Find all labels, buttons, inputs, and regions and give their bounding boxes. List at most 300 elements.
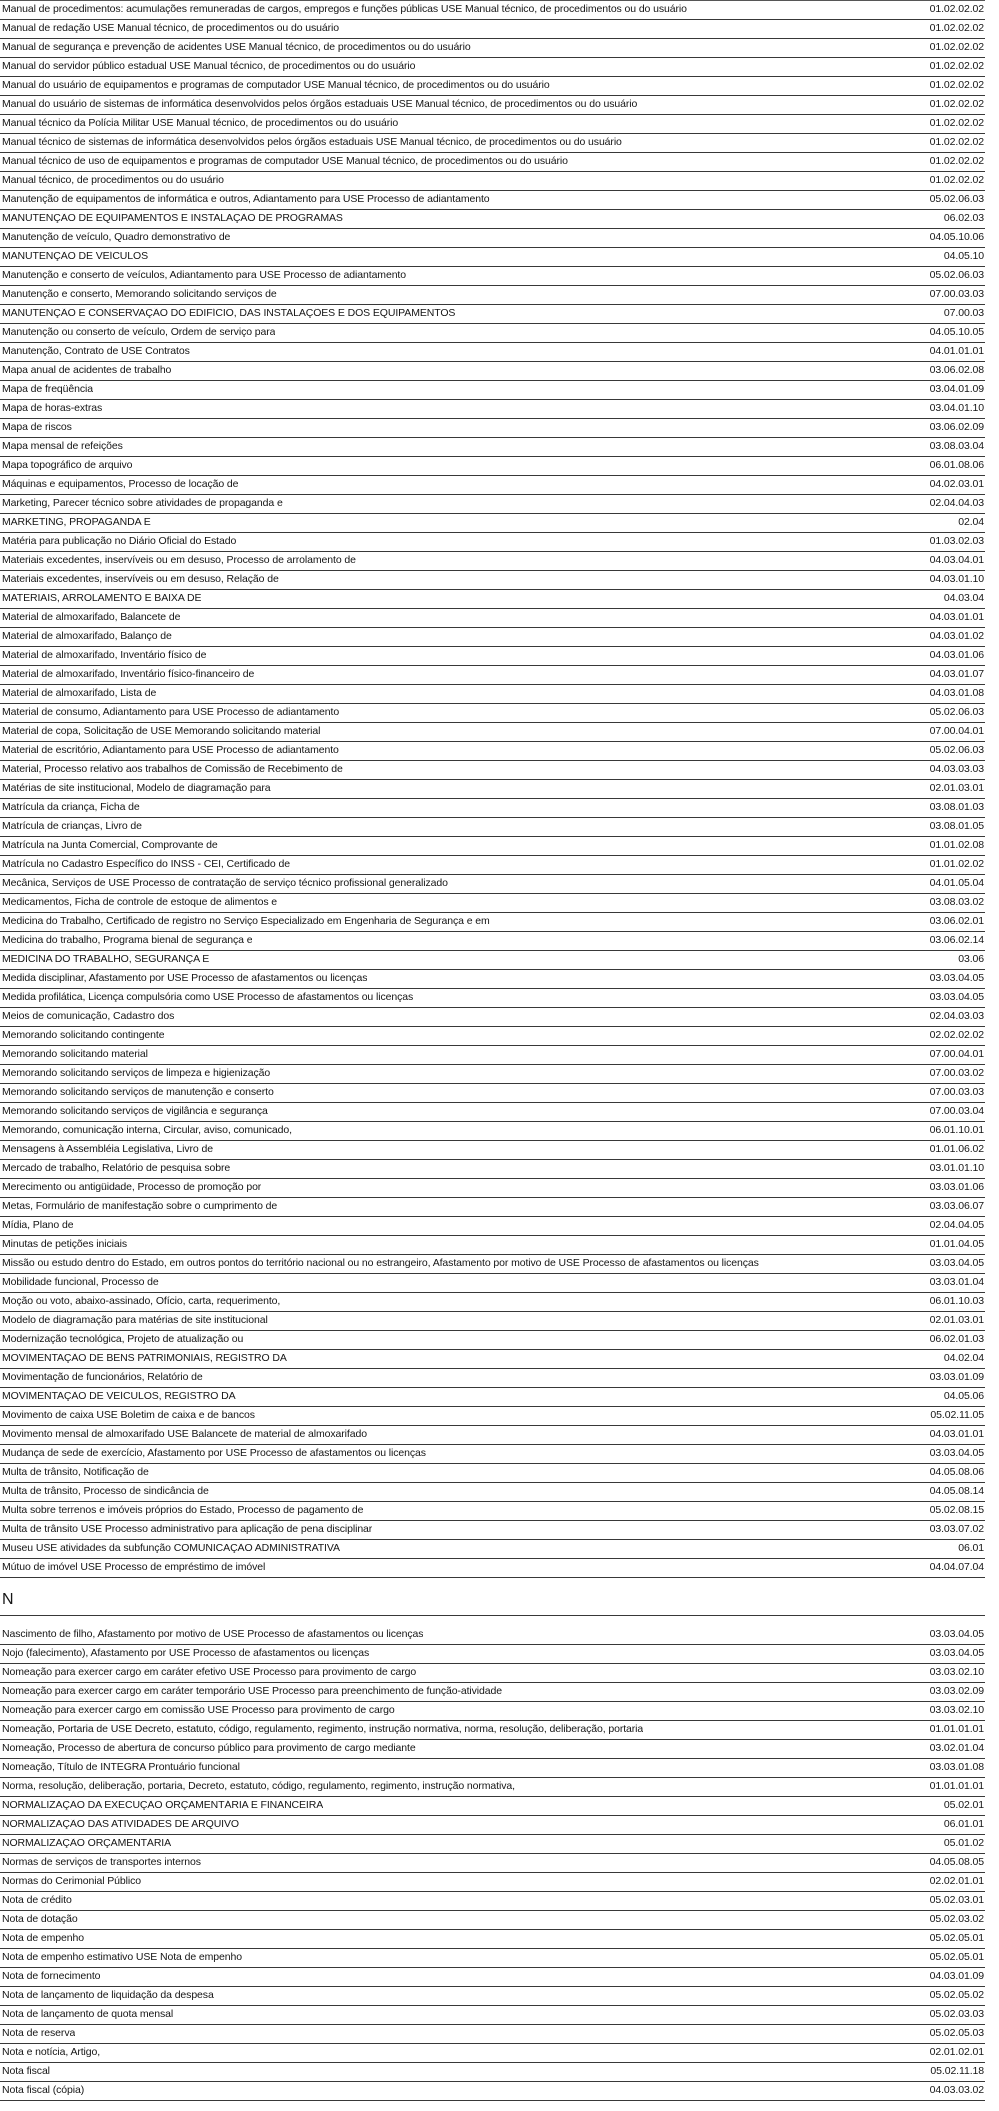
entry-term: Meios de comunicação, Cadastro dos (2, 1011, 175, 1022)
entry-code: 03.03.04.05 (929, 1628, 984, 1640)
entry-code: 03.08.01.03 (929, 801, 984, 813)
entry-term: Memorando solicitando serviços de manutenção e conserto (2, 1087, 274, 1098)
index-row (0, 495, 985, 514)
entry-code: 04.03.04 (943, 592, 984, 604)
index-row (0, 628, 985, 647)
entry-term: MOVIMENTAÇÃO DE BENS PATRIMONIAIS, REGISTRO DA (2, 1353, 287, 1364)
entry-term: Manutenção de veículo, Quadro demonstrativo de (2, 232, 231, 243)
index-row-category (0, 210, 985, 229)
entry-code: 03.03.04.05 (929, 972, 984, 984)
entry-code: 02.02.02.02 (929, 1029, 984, 1041)
entry-term: Mudança de sede de exercício, Afastamento por USE Processo de afastamentos ou licenças (2, 1448, 426, 1459)
entry-term: Movimentação de funcionários, Relatório de (2, 1372, 203, 1383)
index-row-category (0, 1797, 985, 1816)
entry-term: MATERIAIS, ARROLAMENTO E BAIXA DE (2, 593, 202, 604)
entry-term: Materiais excedentes, inservíveis ou em desuso, Relação de (2, 574, 279, 585)
entry-term: Mercado de trabalho, Relatório de pesquisa sobre (2, 1163, 231, 1174)
entry-code: 04.05.10.05 (929, 326, 984, 338)
index-row-category (0, 514, 985, 533)
index-row (0, 1483, 985, 1502)
entry-term: Matrícula de crianças, Livro de (2, 821, 142, 832)
entry-term: Medicamentos, Ficha de controle de estoque de alimentos e (2, 897, 278, 908)
index-row (0, 96, 985, 115)
index-row (0, 533, 985, 552)
entry-code: 02.04.04.03 (929, 497, 984, 509)
entry-term: Modernização tecnológica, Projeto de atualização ou (2, 1334, 244, 1345)
index-row (0, 1626, 985, 1645)
entry-code: 04.03.01.08 (929, 687, 984, 699)
entry-code: 03.03.01.06 (929, 1181, 984, 1193)
entry-term: Multa de trânsito USE Processo administrativo para aplicação de pena disciplinar (2, 1524, 373, 1535)
entry-code: 03.04.01.09 (929, 383, 984, 395)
index-row (0, 571, 985, 590)
entry-code: 03.03.04.05 (929, 991, 984, 1003)
index-row (0, 1160, 985, 1179)
entry-term: Manual técnico, de procedimentos ou do usuário (2, 175, 224, 186)
entry-term: Nota de lançamento de liquidação da despesa (2, 1990, 214, 2001)
entry-code: 04.03.01.06 (929, 649, 984, 661)
index-row (0, 1103, 985, 1122)
entry-term: Nota de fornecimento (2, 1971, 101, 1982)
index-row (0, 666, 985, 685)
entry-code: 01.02.02.02 (929, 155, 984, 167)
index-row (0, 1217, 985, 1236)
index-row (0, 1540, 985, 1559)
entry-term: Manual técnico de uso de equipamentos e programas de computador USE Manual técnico, de procedimentos ou do usuário (2, 156, 568, 167)
entry-code: 06.01.01 (943, 1818, 984, 1830)
entry-term: Memorando solicitando serviços de limpeza e higienização (2, 1068, 271, 1079)
entry-term: Nomeação para exercer cargo em caráter efetivo USE Processo para provimento de cargo (2, 1667, 417, 1678)
index-row (0, 1559, 985, 1578)
entry-code: 03.03.04.05 (929, 1257, 984, 1269)
entry-term: Marketing, Parecer técnico sobre atividades de propaganda e (2, 498, 283, 509)
entry-term: Multa de trânsito, Notificação de (2, 1467, 149, 1478)
index-row-category (0, 590, 985, 609)
entry-code: 04.03.01.07 (929, 668, 984, 680)
entry-term: Matrícula no Cadastro Específico do INSS - CEI, Certificado de (2, 859, 290, 870)
index-row (0, 172, 985, 191)
entry-code: 03.06.02.09 (929, 421, 984, 433)
entry-code: 05.02.03.02 (929, 1913, 984, 1925)
index-row (0, 20, 985, 39)
index-row (0, 1065, 985, 1084)
entry-code: 05.02.05.01 (929, 1951, 984, 1963)
index-row (0, 1464, 985, 1483)
entry-term: Nomeação para exercer cargo em comissão USE Processo para provimento de cargo (2, 1705, 395, 1716)
entry-term: MANUTENÇÃO E CONSERVAÇÃO DO EDIFÍCIO, DAS INSTALAÇÕES E DOS EQUIPAMENTOS (2, 308, 456, 319)
index-row (0, 1502, 985, 1521)
entry-term: Manual técnico da Polícia Militar USE Manual técnico, de procedimentos ou do usuário (2, 118, 399, 129)
entry-term: Movimento de caixa USE Boletim de caixa e de bancos (2, 1410, 255, 1421)
entry-code: 01.01.04.05 (929, 1238, 984, 1250)
entry-term: Matrícula da criança, Ficha de (2, 802, 140, 813)
entry-term: Mapa de freqüência (2, 384, 94, 395)
index-row-category (0, 1835, 985, 1854)
entry-code: 04.04.07.04 (929, 1561, 984, 1573)
entry-code: 04.05.06 (943, 1390, 984, 1402)
entry-term: Mecânica, Serviços de USE Processo de contratação de serviço técnico profissional generalizado (2, 878, 448, 889)
entry-term: Memorando solicitando serviços de vigilância e segurança (2, 1106, 268, 1117)
entry-term: Material de escritório, Adiantamento para USE Processo de adiantamento (2, 745, 339, 756)
entry-code: 03.08.03.02 (929, 896, 984, 908)
index-row (0, 1854, 985, 1873)
entry-term: Nascimento de filho, Afastamento por motivo de USE Processo de afastamentos ou licenças (2, 1629, 424, 1640)
index-row (0, 1426, 985, 1445)
entry-term: Nota fiscal (cópia) (2, 2085, 85, 2096)
entry-code: 05.02.05.02 (929, 1989, 984, 2001)
index-row (0, 191, 985, 210)
entry-term: Matérias de site institucional, Modelo de diagramação para (2, 783, 271, 794)
index-row (0, 932, 985, 951)
entry-code: 04.03.04.01 (929, 554, 984, 566)
entry-term: MANUTENÇÃO DE EQUIPAMENTOS E INSTALAÇÃO DE PROGRAMAS (2, 213, 343, 224)
index-row (0, 875, 985, 894)
entry-term: Matéria para publicação no Diário Oficial do Estado (2, 536, 237, 547)
entry-code: 04.03.03.03 (929, 763, 984, 775)
index-row (0, 362, 985, 381)
index-row (0, 2063, 985, 2082)
index-row (0, 989, 985, 1008)
entry-term: Merecimento ou antigüidade, Processo de promoção por (2, 1182, 262, 1193)
index-row (0, 1027, 985, 1046)
entry-term: Nota de dotação (2, 1914, 78, 1925)
index-row (0, 1445, 985, 1464)
entry-code: 02.01.03.01 (929, 782, 984, 794)
entry-term: Mútuo de imóvel USE Processo de empréstimo de imóvel (2, 1562, 266, 1573)
index-row (0, 1179, 985, 1198)
entry-term: NORMALIZAÇÃO DA EXECUÇÃO ORÇAMENTÁRIA E FINANCEIRA (2, 1800, 324, 1811)
entry-term: Materiais excedentes, inservíveis ou em desuso, Processo de arrolamento de (2, 555, 356, 566)
entry-code: 03.03.01.08 (929, 1761, 984, 1773)
entry-code: 04.02.03.01 (929, 478, 984, 490)
entry-code: 06.01.10.03 (929, 1295, 984, 1307)
index-row (0, 913, 985, 932)
index-row (0, 2044, 985, 2063)
entry-code: 07.00.03 (943, 307, 984, 319)
index-row (0, 134, 985, 153)
entry-code: 01.02.02.02 (929, 98, 984, 110)
entry-term: Material de almoxarifado, Lista de (2, 688, 157, 699)
entry-term: Material de almoxarifado, Inventário físico-financeiro de (2, 669, 255, 680)
entry-code: 04.05.10 (943, 250, 984, 262)
index-row (0, 761, 985, 780)
index-row (0, 1521, 985, 1540)
entry-code: 03.03.01.09 (929, 1371, 984, 1383)
entry-code: 04.05.08.06 (929, 1466, 984, 1478)
index-row (0, 609, 985, 628)
entry-term: Material, Processo relativo aos trabalhos de Comissão de Recebimento de (2, 764, 343, 775)
entry-code: 03.02.01.04 (929, 1742, 984, 1754)
entry-term: Multa de trânsito, Processo de sindicância de (2, 1486, 209, 1497)
index-row (0, 1141, 985, 1160)
entry-term: Mapa anual de acidentes de trabalho (2, 365, 172, 376)
entry-code: 02.04.03.03 (929, 1010, 984, 1022)
entry-code: 03.06.02.08 (929, 364, 984, 376)
entry-code: 05.02.08.15 (929, 1504, 984, 1516)
entry-code: 05.02.06.03 (929, 744, 984, 756)
entry-code: 05.02.06.03 (929, 193, 984, 205)
entry-term: Missão ou estudo dentro do Estado, em outros pontos do território nacional ou no estrangeiro, Afastamento por motivo de USE Processo de afastamentos ou licenças (2, 1258, 759, 1269)
index-row (0, 1331, 985, 1350)
index-row (0, 1702, 985, 1721)
entry-code: 06.01 (958, 1542, 984, 1554)
entry-code: 01.02.02.02 (929, 174, 984, 186)
index-row (0, 1255, 985, 1274)
index-row (0, 77, 985, 96)
entry-code: 03.04.01.10 (929, 402, 984, 414)
entry-term: NORMALIZAÇÃO ORÇAMENTÁRIA (2, 1838, 172, 1849)
index-row (0, 1293, 985, 1312)
index-row (0, 1930, 985, 1949)
entry-code: 03.03.04.05 (929, 1647, 984, 1659)
index-row (0, 1407, 985, 1426)
entry-code: 07.00.04.01 (929, 1048, 984, 1060)
entry-code: 01.01.06.02 (929, 1143, 984, 1155)
entry-code: 02.02.01.01 (929, 1875, 984, 1887)
entry-code: 05.02.06.03 (929, 706, 984, 718)
entry-term: Modelo de diagramação para matérias de site institucional (2, 1315, 268, 1326)
index-row (0, 267, 985, 286)
index-row (0, 1645, 985, 1664)
entry-code: 07.00.03.04 (929, 1105, 984, 1117)
index-row (0, 1274, 985, 1293)
index-row (0, 723, 985, 742)
entry-term: Nomeação, Processo de abertura de concurso público para provimento de cargo mediante (2, 1743, 416, 1754)
entry-code: 05.02.06.03 (929, 269, 984, 281)
entry-code: 03.08.03.04 (929, 440, 984, 452)
entry-code: 03.08.01.05 (929, 820, 984, 832)
entry-code: 03.03.02.10 (929, 1704, 984, 1716)
index-row (0, 1968, 985, 1987)
entry-code: 01.02.02.02 (929, 41, 984, 53)
index-row (0, 1312, 985, 1331)
entry-term: Manual de segurança e prevenção de acidentes USE Manual técnico, de procedimentos ou do usuário (2, 42, 471, 53)
entry-code: 03.03.01.04 (929, 1276, 984, 1288)
entry-term: Matrícula na Junta Comercial, Comprovante de (2, 840, 218, 851)
entry-code: 04.02.04 (943, 1352, 984, 1364)
entry-term: Normas de serviços de transportes internos (2, 1857, 201, 1868)
index-row (0, 799, 985, 818)
index-row (0, 1198, 985, 1217)
entry-term: Medida profilática, Licença compulsória como USE Processo de afastamentos ou licenças (2, 992, 414, 1003)
entry-term: Manutenção de equipamentos de informática e outros, Adiantamento para USE Processo de adiantamento (2, 194, 490, 205)
entry-code: 07.00.04.01 (929, 725, 984, 737)
entry-code: 01.02.02.02 (929, 79, 984, 91)
entry-term: Manutenção ou conserto de veículo, Ordem de serviço para (2, 327, 276, 338)
entry-code: 03.06.02.14 (929, 934, 984, 946)
index-row (0, 1759, 985, 1778)
index-row (0, 704, 985, 723)
entry-term: Metas, Formulário de manifestação sobre o cumprimento de (2, 1201, 278, 1212)
index-row (0, 1046, 985, 1065)
entry-code: 01.02.02.02 (929, 117, 984, 129)
entry-term: Manutenção e conserto, Memorando solicitando serviços de (2, 289, 277, 300)
entry-code: 03.01.01.10 (929, 1162, 984, 1174)
index-row (0, 1721, 985, 1740)
entry-code: 06.01.08.06 (929, 459, 984, 471)
index-row (0, 1, 985, 20)
index-row-category (0, 1350, 985, 1369)
index-row (0, 1664, 985, 1683)
index-row (0, 837, 985, 856)
entry-code: 01.01.01.01 (929, 1780, 984, 1792)
entry-code: 06.01.10.01 (929, 1124, 984, 1136)
entry-code: 05.02.03.03 (929, 2008, 984, 2020)
entry-term: Nota de empenho estimativo USE Nota de empenho (2, 1952, 242, 1963)
entry-code: 05.02.01 (943, 1799, 984, 1811)
entry-term: MOVIMENTAÇÃO DE VEÍCULOS, REGISTRO DA (2, 1391, 236, 1402)
index-row (0, 1778, 985, 1797)
entry-term: Manual do usuário de sistemas de informática desenvolvidos pelos órgãos estaduais USE Manual técnico, de procedimentos ou do usuário (2, 99, 638, 110)
index-row (0, 647, 985, 666)
index-row (0, 742, 985, 761)
index-row (0, 1008, 985, 1027)
entry-code: 02.01.03.01 (929, 1314, 984, 1326)
entry-term: Mapa mensal de refeições (2, 441, 123, 452)
entry-term: Mapa de riscos (2, 422, 72, 433)
entry-term: Material de copa, Solicitação de USE Memorando solicitando material (2, 726, 321, 737)
entry-code: 05.02.05.03 (929, 2027, 984, 2039)
entry-code: 01.02.02.02 (929, 60, 984, 72)
entry-term: Memorando, comunicação interna, Circular, aviso, comunicado, (2, 1125, 292, 1136)
index-row-category (0, 951, 985, 970)
entry-term: Material de almoxarifado, Balancete de (2, 612, 181, 623)
entry-term: Moção ou voto, abaixo-assinado, Ofício, carta, requerimento, (2, 1296, 281, 1307)
index-row (0, 685, 985, 704)
entry-term: Máquinas e equipamentos, Processo de locação de (2, 479, 239, 490)
entry-code: 03.06.02.01 (929, 915, 984, 927)
index-row (0, 343, 985, 362)
entry-term: Mensagens à Assembléia Legislativa, Livro de (2, 1144, 213, 1155)
entry-term: Manual de redação USE Manual técnico, de procedimentos ou do usuário (2, 23, 339, 34)
entry-code: 04.03.01.01 (929, 1428, 984, 1440)
entry-code: 03.03.02.10 (929, 1666, 984, 1678)
entry-code: 07.00.03.03 (929, 288, 984, 300)
index-row (0, 1122, 985, 1141)
entry-code: 01.01.01.01 (929, 1723, 984, 1735)
entry-term: Normas do Cerimonial Público (2, 1876, 142, 1887)
index-row (0, 894, 985, 913)
entry-term: Mapa de horas-extras (2, 403, 103, 414)
entry-term: Mídia, Plano de (2, 1220, 74, 1231)
index-row (0, 39, 985, 58)
index-row (0, 457, 985, 476)
entry-code: 06.02.03 (943, 212, 984, 224)
entry-code: 03.03.06.07 (929, 1200, 984, 1212)
entry-code: 01.03.02.03 (929, 535, 984, 547)
index-row (0, 1949, 985, 1968)
index-row (0, 2025, 985, 2044)
entry-code: 04.03.01.09 (929, 1970, 984, 1982)
entry-term: MANUTENÇÃO DE VEÍCULOS (2, 251, 148, 262)
index-row (0, 1369, 985, 1388)
index-row (0, 153, 985, 172)
index-row (0, 856, 985, 875)
entry-term: Manual técnico de sistemas de informática desenvolvidos pelos órgãos estaduais USE Manual técnico, de procedimentos ou do usuário (2, 137, 622, 148)
entry-code: 03.03.07.02 (929, 1523, 984, 1535)
index-row (0, 1740, 985, 1759)
entry-code: 04.03.01.02 (929, 630, 984, 642)
entry-term: Museu USE atividades da subfunção COMUNICAÇÃO ADMINISTRATIVA (2, 1543, 340, 1554)
index-row-category (0, 305, 985, 324)
index-row (0, 1683, 985, 1702)
entry-code: 04.01.01.01 (929, 345, 984, 357)
entry-code: 02.01.02.01 (929, 2046, 984, 2058)
entry-term: Material de almoxarifado, Inventário físico de (2, 650, 207, 661)
entry-term: NORMALIZAÇÃO DAS ATIVIDADES DE ARQUIVO (2, 1819, 239, 1830)
entry-term: Nomeação, Portaria de USE Decreto, estatuto, código, regulamento, regimento, instrução normativa, norma, resolução, deliberação, portaria (2, 1724, 644, 1735)
index-row (0, 2006, 985, 2025)
entry-code: 05.02.11.05 (930, 1409, 984, 1421)
entry-code: 04.01.05.04 (929, 877, 984, 889)
entry-term: Minutas de petições iniciais (2, 1239, 128, 1250)
index-row (0, 780, 985, 799)
index-row (0, 286, 985, 305)
entry-term: Nota de lançamento de quota mensal (2, 2009, 174, 2020)
entry-code: 04.03.01.10 (929, 573, 984, 585)
entry-term: Nojo (falecimento), Afastamento por USE Processo de afastamentos ou licenças (2, 1648, 370, 1659)
entry-code: 01.01.02.02 (929, 858, 984, 870)
index-row (0, 229, 985, 248)
entry-code: 04.05.10.06 (929, 231, 984, 243)
entry-code: 05.02.03.01 (929, 1894, 984, 1906)
entry-code: 01.02.02.02 (929, 136, 984, 148)
index-row (0, 419, 985, 438)
index-row (0, 1911, 985, 1930)
entry-term: Nomeação, Título de INTEGRA Prontuário funcional (2, 1762, 240, 1773)
entry-term: Material de consumo, Adiantamento para USE Processo de adiantamento (2, 707, 340, 718)
index-row (0, 381, 985, 400)
index-row (0, 400, 985, 419)
entry-code: 01.02.02.02 (929, 3, 984, 15)
entry-term: Mapa topográfico de arquivo (2, 460, 133, 471)
entry-term: Manutenção, Contrato de USE Contratos (2, 346, 190, 357)
index-row (0, 115, 985, 134)
index-row (0, 1084, 985, 1103)
entry-term: Nomeação para exercer cargo em caráter temporário USE Processo para preenchimento de função-atividade (2, 1686, 502, 1697)
section-letter: N (0, 1589, 985, 1616)
entry-term: MEDICINA DO TRABALHO, SEGURANÇA E (2, 954, 210, 965)
entry-term: Manual do servidor público estadual USE Manual técnico, de procedimentos ou do usuário (2, 61, 416, 72)
index-row-category (0, 1388, 985, 1407)
entry-term: Norma, resolução, deliberação, portaria, Decreto, estatuto, código, regulamento, regimento, instrução normativa, (2, 1781, 515, 1792)
index-row-category (0, 1816, 985, 1835)
entry-code: 04.03.01.01 (929, 611, 984, 623)
entry-code: 07.00.03.02 (929, 1067, 984, 1079)
entry-code: 03.06 (958, 953, 984, 965)
entry-code: 01.02.02.02 (929, 22, 984, 34)
entry-term: Nota e notícia, Artigo, (2, 2047, 101, 2058)
entry-code: 01.01.02.08 (929, 839, 984, 851)
index-row (0, 1892, 985, 1911)
entry-code: 04.03.03.02 (929, 2084, 984, 2096)
index-row (0, 476, 985, 495)
entry-code: 05.02.11.18 (930, 2065, 984, 2077)
entry-term: Manutenção e conserto de veículos, Adiantamento para USE Processo de adiantamento (2, 270, 406, 281)
entry-code: 03.03.02.09 (929, 1685, 984, 1697)
index-row-category (0, 248, 985, 267)
entry-code: 02.04 (958, 516, 984, 528)
index-row (0, 552, 985, 571)
entry-term: Medicina do trabalho, Programa bienal de segurança e (2, 935, 253, 946)
entry-term: Manual do usuário de equipamentos e programas de computador USE Manual técnico, de procedimentos ou do usuário (2, 80, 550, 91)
entry-term: Nota de reserva (2, 2028, 76, 2039)
entry-code: 03.03.04.05 (929, 1447, 984, 1459)
entry-code: 05.02.05.01 (929, 1932, 984, 1944)
index-row (0, 58, 985, 77)
index-row (0, 438, 985, 457)
entry-term: Medida disciplinar, Afastamento por USE Processo de afastamentos ou licenças (2, 973, 368, 984)
